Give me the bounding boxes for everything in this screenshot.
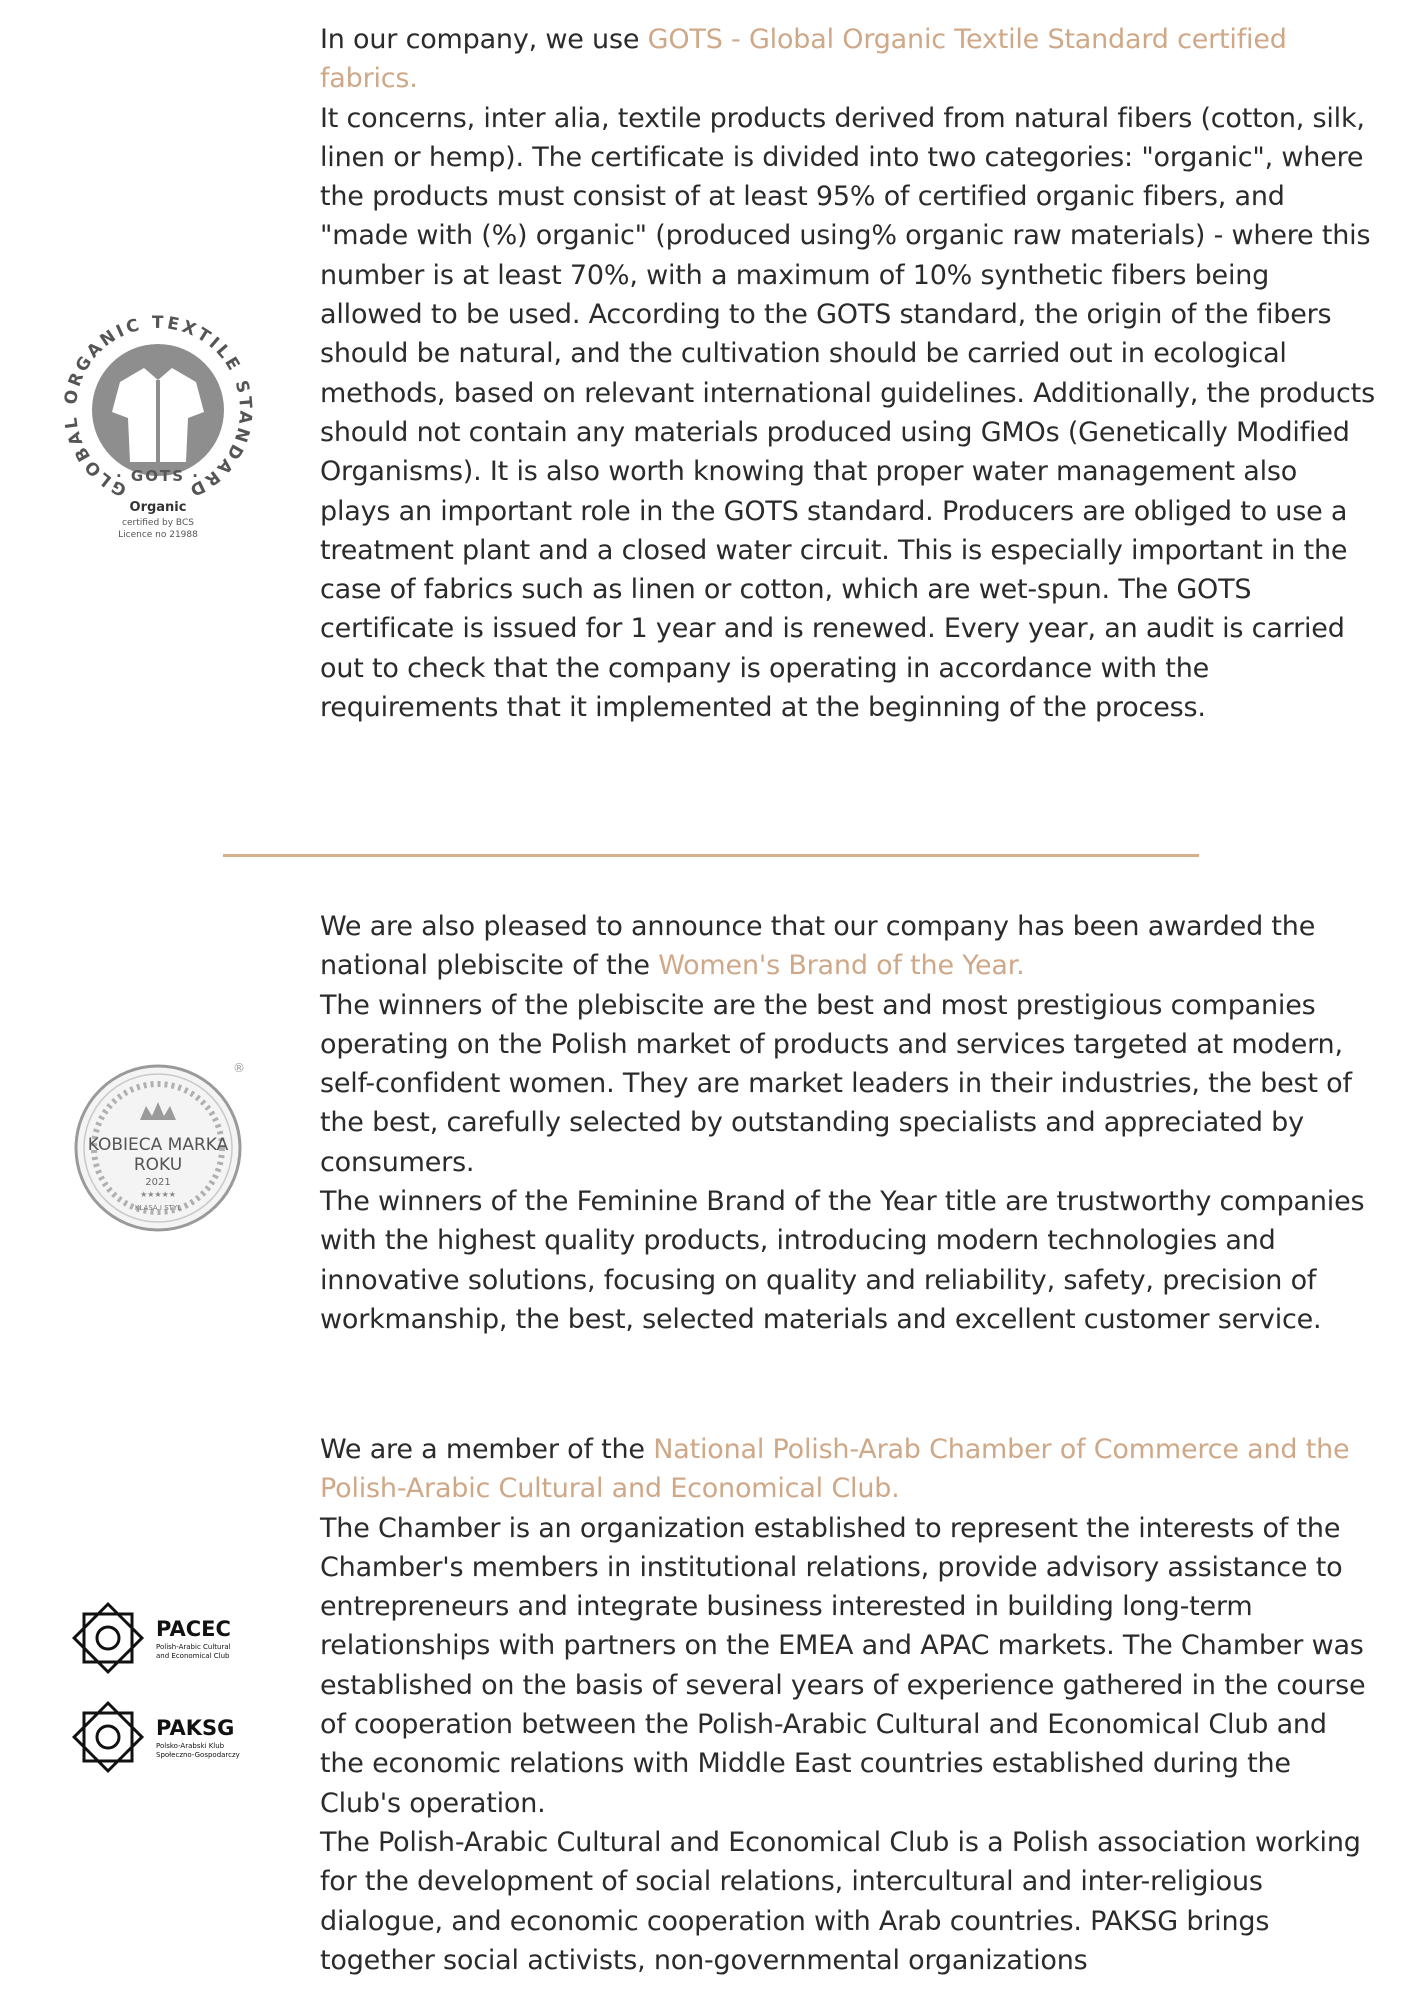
registered-mark: ® [233,1061,245,1075]
pacec-sub2: and Economical Club [156,1652,230,1660]
chamber-section [320,1430,1375,1980]
brand-link[interactable]: Women's Brand of the Year. [658,950,1025,982]
brand-section [320,907,1375,1339]
gots-ring-text: GLOBAL ORGANIC TEXTILE STANDARD [60,312,256,502]
paksg-logo [72,1697,262,1777]
gots-certified: certified by BCS [122,518,194,528]
pacec-name: PACEC [156,1617,231,1641]
gots-body: It concerns, inter alia, textile products derived from natural fibers (cotton, silk, linen or hemp). The certificate is divided into two categories: "organic", where the products must consist of at least 95% of certified organic fibers, and "made with (%) organic" (produced using% organic raw materials) - where this number is at least 70%, with a maximum of 10% synthetic fibers being allowed to be used. According to the GOTS standard, the origin of the fibers should be natural, and the cultivation should be carried out in ecological methods, based on relevant international guidelines. Additionally, the products should not contain any materials produced using GMOs (Genetically Modified Organisms). It is also worth knowing that proper water management also plays an important role in the GOTS standard. Producers are obliged to use a treatment plant and a closed water circuit. This is especially important in the case of fabrics such as linen or cotton, which are wet-spun. The GOTS certificate is issued for 1 year and is renewed. Every year, an audit is carried out to check that the company is operating in accordance with the requirements that it implemented at the beginning of the process. [320,102,1375,724]
section-divider [223,854,1199,857]
kobieca-marka-badge [70,1058,250,1238]
star-emblem-icon [74,1703,142,1771]
chamber-body-1: The Chamber is an organization established to represent the interests of the Chamber's members in institutional relations, provide advisory assistance to entrepreneurs and integrate business interested in building long-term relationships with partners on the EMEA and APAC markets. The Chamber was established on the basis of several years of experience gathered in the course of cooperation between the Polish-Arabic Cultural and Economical Club and the economic relations with Middle East countries established during the Club's operation. [320,1512,1366,1819]
badge-stars: ★★★★★ [140,1190,176,1199]
badge-line2: ROKU [133,1155,183,1175]
chamber-link[interactable]: National Polish-Arab Chamber of Commerce and the Polish-Arabic Cultural and Economical Club. [320,1434,1350,1505]
paksg-name: PAKSG [156,1716,235,1740]
badge-year: 2021 [145,1177,171,1188]
chamber-body-2: The Polish-Arabic Cultural and Economical Club is a Polish association working for the development of social relations, intercultural and inter-religious dialogue, and economic cooperation with Arab countries. PAKSG brings together social activists, non-governmental organizations [320,1826,1361,1976]
gots-link[interactable]: GOTS - Global Organic Textile Standard certified fabrics. [320,24,1287,95]
gots-section [320,20,1375,727]
chamber-intro: We are a member of the National Polish-Arab Chamber of Commerce and the Polish-Arabic Cultural and Economical Club. [320,1434,1350,1505]
brand-body-2: The winners of the Feminine Brand of the Year title are trustworthy companies with the highest quality products, introducing modern technologies and innovative solutions, focusing on quality and reliability, safety, precision of workmanship, the best, selected materials and excellent customer service. [320,1186,1365,1335]
badge-line1: KOBIECA MARKA [87,1135,229,1155]
paksg-sub2: Społeczno-Gospodarczy [156,1751,240,1759]
gots-logo [58,292,258,552]
star-emblem-icon [74,1604,142,1672]
gots-bottom-text: · GOTS · [116,467,200,485]
pacec-logo [72,1598,262,1678]
paksg-sub1: Polsko-Arabski Klub [156,1742,225,1750]
brand-intro: We are also pleased to announce that our company has been awarded the national plebiscite of the Women's Brand of the Year. [320,911,1316,982]
badge-bottom: KLASA I STYL [134,1204,182,1212]
gots-label: Organic [129,500,187,515]
brand-body-1: The winners of the plebiscite are the best and most prestigious companies operating on the Polish market of products and services targeted at modern, self-confident women. They are market leaders in their industries, the best of the best, carefully selected by outstanding specialists and appreciated by consumers. [320,989,1352,1178]
gots-intro: In our company, we use GOTS - Global Organic Textile Standard certified fabrics. [320,24,1287,95]
gots-licence: Licence no 21988 [118,530,198,540]
pacec-sub1: Polish-Arabic Cultural [156,1643,231,1651]
